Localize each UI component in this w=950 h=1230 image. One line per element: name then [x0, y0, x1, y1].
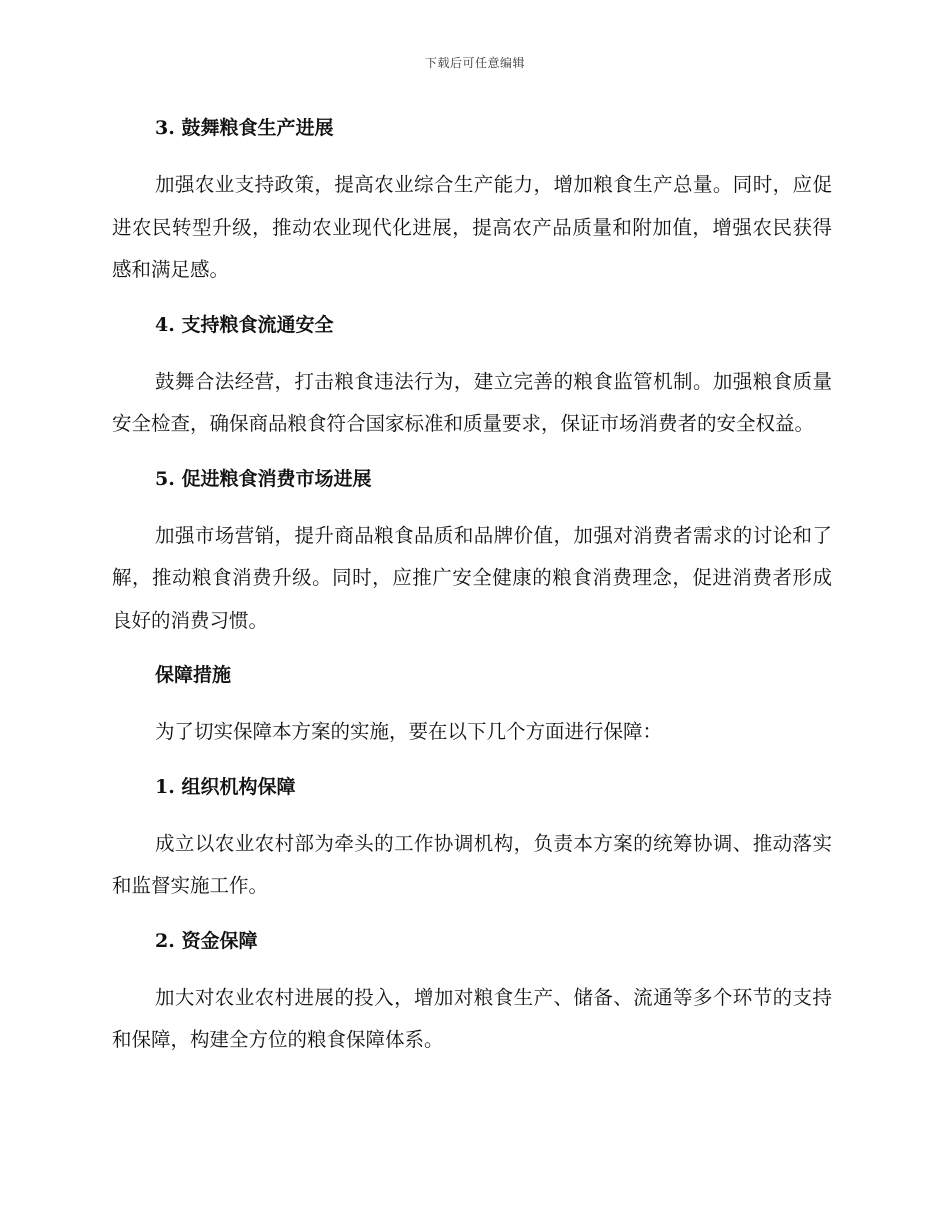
- section-heading: 1. 组织机构保障: [155, 775, 296, 798]
- page-header: 下载后可任意编辑: [424, 56, 525, 70]
- section-heading: 4. 支持粮食流通安全: [155, 313, 334, 336]
- body-paragraph: 鼓舞合法经营，打击粮食违法行为，建立完善的粮食监管机制。加强粮食质量安全检查，确保商品粮食符合国家标准和质量要求，保证市场消费者的安全权益。: [112, 369, 832, 435]
- section-heading: 保障措施: [155, 664, 232, 686]
- body-paragraph: 加强农业支持政策，提高农业综合生产能力，增加粮食生产总量。同时，应促进农民转型升级，推动农业现代化进展，提高农产品质量和附加值，增强农民获得感和满足感。: [112, 173, 832, 281]
- body-paragraph: 为了切实保障本方案的实施，要在以下几个方面进行保障：: [155, 720, 663, 743]
- body-paragraph: 加大对农业农村进展的投入，增加对粮食生产、储备、流通等多个环节的支持和保障，构建全方位的粮食保障体系。: [112, 985, 832, 1051]
- section-heading: 3. 鼓舞粮食生产进展: [155, 117, 334, 139]
- section-heading: 2. 资金保障: [155, 929, 258, 952]
- section-heading: 5. 促进粮食消费市场进展: [155, 467, 372, 490]
- document-body: [112, 108, 832, 1062]
- body-paragraph: 加强市场营销，提升商品粮食品质和品牌价值，加强对消费者需求的讨论和了解，推动粮食消费升级。同时，应推广安全健康的粮食消费理念，促进消费者形成良好的消费习惯。: [112, 523, 832, 632]
- body-paragraph: 成立以农业农村部为牵头的工作协调机构，负责本方案的统筹协调、推动落实和监督实施工作。: [112, 831, 832, 897]
